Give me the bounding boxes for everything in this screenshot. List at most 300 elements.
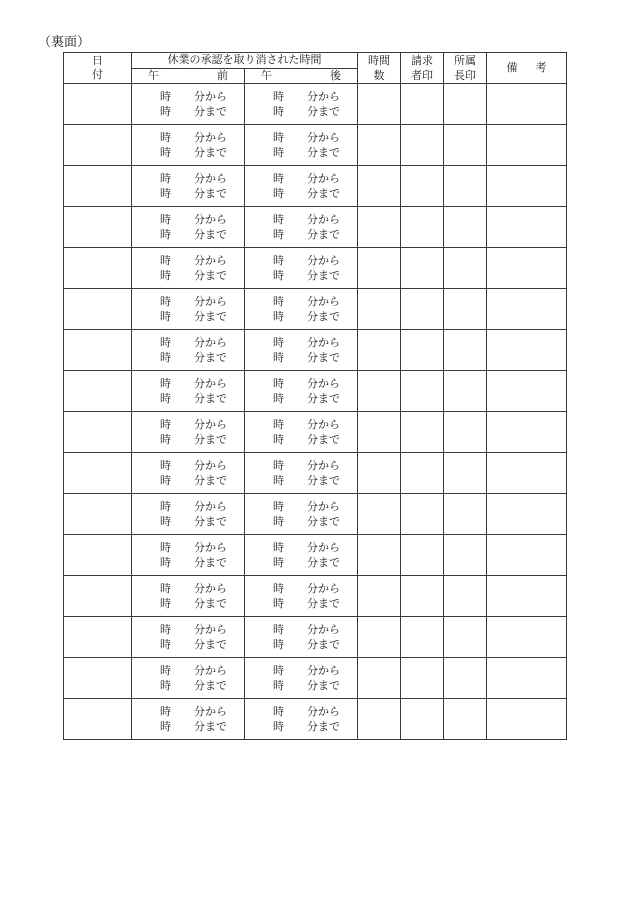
requester-seal-cell[interactable] — [401, 699, 444, 740]
date-cell[interactable] — [64, 125, 132, 166]
until-label: 分まで — [194, 269, 227, 282]
from-label: 分から — [307, 336, 340, 349]
from-label: 分から — [307, 377, 340, 390]
dept-head-seal-cell[interactable] — [444, 535, 487, 576]
until-label: 分まで — [194, 556, 227, 569]
am-time-cell[interactable] — [132, 412, 245, 453]
header-dept-head-seal — [444, 53, 487, 84]
am-time-cell[interactable] — [132, 494, 245, 535]
from-label: 分から — [194, 623, 227, 636]
from-label: 分から — [307, 295, 340, 308]
hour-label: 時 — [160, 597, 171, 610]
header-am — [132, 68, 245, 84]
hour-label: 時 — [160, 336, 171, 349]
hours-cell[interactable] — [358, 125, 401, 166]
pm-from-line — [273, 335, 357, 350]
until-label: 分まで — [307, 269, 340, 282]
header-requester-line1: 請求 — [411, 54, 433, 67]
pm-time-cell[interactable] — [245, 330, 358, 371]
remarks-cell[interactable] — [487, 412, 567, 453]
pm-from-line — [273, 458, 357, 473]
from-label: 分から — [307, 582, 340, 595]
remarks-cell[interactable] — [487, 494, 567, 535]
remarks-cell[interactable] — [487, 84, 567, 125]
remarks-cell[interactable] — [487, 617, 567, 658]
hour-label: 時 — [160, 705, 171, 718]
until-label: 分まで — [194, 146, 227, 159]
am-until-line — [160, 473, 244, 488]
remarks-cell[interactable] — [487, 453, 567, 494]
am-until-line — [160, 719, 244, 734]
requester-seal-cell[interactable] — [401, 494, 444, 535]
hours-cell[interactable] — [358, 535, 401, 576]
from-label: 分から — [307, 254, 340, 267]
table-row — [64, 617, 567, 658]
dept-head-seal-cell[interactable] — [444, 330, 487, 371]
pm-time-cell[interactable] — [245, 125, 358, 166]
pm-time-cell[interactable] — [245, 535, 358, 576]
date-cell[interactable] — [64, 207, 132, 248]
pm-until-line — [273, 350, 357, 365]
am-from-line — [160, 417, 244, 432]
until-label: 分まで — [194, 515, 227, 528]
from-label: 分から — [194, 377, 227, 390]
date-cell[interactable] — [64, 494, 132, 535]
dept-head-seal-cell[interactable] — [444, 248, 487, 289]
hour-label: 時 — [273, 459, 284, 472]
until-label: 分まで — [307, 720, 340, 733]
table-row — [64, 699, 567, 740]
hour-label: 時 — [273, 336, 284, 349]
until-label: 分まで — [194, 597, 227, 610]
hour-label: 時 — [273, 638, 284, 651]
dept-head-seal-cell[interactable] — [444, 166, 487, 207]
header-hours-line2: 数 — [373, 69, 385, 82]
hour-label: 時 — [160, 556, 171, 569]
pm-from-line — [273, 622, 357, 637]
hour-label: 時 — [160, 146, 171, 159]
requester-seal-cell[interactable] — [401, 412, 444, 453]
hour-label: 時 — [160, 623, 171, 636]
from-label: 分から — [307, 500, 340, 513]
header-hours — [358, 53, 401, 84]
pm-until-line — [273, 719, 357, 734]
header-dept-head-line2: 長印 — [454, 69, 476, 82]
hour-label: 時 — [273, 131, 284, 144]
table-row — [64, 84, 567, 125]
table-row — [64, 412, 567, 453]
hour-label: 時 — [160, 500, 171, 513]
am-from-line — [160, 212, 244, 227]
hour-label: 時 — [160, 269, 171, 282]
pm-time-cell[interactable] — [245, 494, 358, 535]
from-label: 分から — [194, 336, 227, 349]
pm-from-line — [273, 499, 357, 514]
remarks-cell[interactable] — [487, 248, 567, 289]
hour-label: 時 — [273, 664, 284, 677]
leave-cancellation-table — [63, 52, 567, 740]
from-label: 分から — [194, 459, 227, 472]
hour-label: 時 — [160, 664, 171, 677]
from-label: 分から — [307, 541, 340, 554]
hour-label: 時 — [273, 172, 284, 185]
until-label: 分まで — [307, 515, 340, 528]
from-label: 分から — [194, 295, 227, 308]
requester-seal-cell[interactable] — [401, 125, 444, 166]
pm-until-line — [273, 432, 357, 447]
remarks-cell[interactable] — [487, 166, 567, 207]
am-time-cell[interactable] — [132, 330, 245, 371]
from-label: 分から — [307, 213, 340, 226]
hours-cell[interactable] — [358, 371, 401, 412]
hour-label: 時 — [160, 172, 171, 185]
pm-until-line — [273, 555, 357, 570]
remarks-cell[interactable] — [487, 576, 567, 617]
until-label: 分まで — [307, 597, 340, 610]
hours-cell[interactable] — [358, 412, 401, 453]
hours-cell[interactable] — [358, 330, 401, 371]
hour-label: 時 — [273, 392, 284, 405]
pm-from-line — [273, 540, 357, 555]
date-cell[interactable] — [64, 248, 132, 289]
am-from-line — [160, 376, 244, 391]
am-from-line — [160, 499, 244, 514]
pm-until-line — [273, 186, 357, 201]
hour-label: 時 — [273, 582, 284, 595]
pm-until-line — [273, 227, 357, 242]
pm-until-line — [273, 596, 357, 611]
remarks-cell[interactable] — [487, 289, 567, 330]
dept-head-seal-cell[interactable] — [444, 371, 487, 412]
am-time-cell[interactable] — [132, 535, 245, 576]
from-label: 分から — [194, 131, 227, 144]
hour-label: 時 — [273, 556, 284, 569]
remarks-cell[interactable] — [487, 207, 567, 248]
am-until-line — [160, 268, 244, 283]
pm-from-line — [273, 376, 357, 391]
until-label: 分まで — [194, 679, 227, 692]
until-label: 分まで — [194, 105, 227, 118]
until-label: 分まで — [194, 720, 227, 733]
pm-time-cell[interactable] — [245, 207, 358, 248]
requester-seal-cell[interactable] — [401, 289, 444, 330]
am-from-line — [160, 171, 244, 186]
hour-label: 時 — [273, 269, 284, 282]
hour-label: 時 — [273, 418, 284, 431]
hours-cell[interactable] — [358, 166, 401, 207]
until-label: 分まで — [307, 105, 340, 118]
pm-time-cell[interactable] — [245, 617, 358, 658]
hours-cell[interactable] — [358, 658, 401, 699]
until-label: 分まで — [194, 228, 227, 241]
dept-head-seal-cell[interactable] — [444, 125, 487, 166]
pm-from-line — [273, 581, 357, 596]
table-row — [64, 125, 567, 166]
hour-label: 時 — [160, 377, 171, 390]
date-cell[interactable] — [64, 166, 132, 207]
until-label: 分まで — [194, 474, 227, 487]
pm-until-line — [273, 145, 357, 160]
hour-label: 時 — [160, 418, 171, 431]
hour-label: 時 — [160, 459, 171, 472]
am-time-cell[interactable] — [132, 658, 245, 699]
hours-cell[interactable] — [358, 617, 401, 658]
from-label: 分から — [194, 500, 227, 513]
pm-time-cell[interactable] — [245, 371, 358, 412]
from-label: 分から — [307, 664, 340, 677]
pm-time-cell[interactable] — [245, 699, 358, 740]
from-label: 分から — [194, 213, 227, 226]
dept-head-seal-cell[interactable] — [444, 658, 487, 699]
from-label: 分から — [307, 172, 340, 185]
hour-label: 時 — [273, 515, 284, 528]
date-cell[interactable] — [64, 84, 132, 125]
hour-label: 時 — [273, 433, 284, 446]
am-time-cell[interactable] — [132, 617, 245, 658]
requester-seal-cell[interactable] — [401, 84, 444, 125]
date-cell[interactable] — [64, 617, 132, 658]
hour-label: 時 — [160, 295, 171, 308]
hour-label: 時 — [160, 310, 171, 323]
requester-seal-cell[interactable] — [401, 658, 444, 699]
am-time-cell[interactable] — [132, 576, 245, 617]
date-cell[interactable] — [64, 453, 132, 494]
hour-label: 時 — [160, 433, 171, 446]
until-label: 分まで — [307, 556, 340, 569]
date-cell[interactable] — [64, 289, 132, 330]
requester-seal-cell[interactable] — [401, 617, 444, 658]
dept-head-seal-cell[interactable] — [444, 207, 487, 248]
table-row — [64, 494, 567, 535]
dept-head-seal-cell[interactable] — [444, 412, 487, 453]
table-row — [64, 330, 567, 371]
until-label: 分まで — [194, 187, 227, 200]
hour-label: 時 — [273, 705, 284, 718]
hour-label: 時 — [273, 228, 284, 241]
am-from-line — [160, 663, 244, 678]
am-time-cell[interactable] — [132, 166, 245, 207]
until-label: 分まで — [307, 187, 340, 200]
pm-until-line — [273, 514, 357, 529]
hours-cell[interactable] — [358, 84, 401, 125]
dept-head-seal-cell[interactable] — [444, 699, 487, 740]
from-label: 分から — [194, 582, 227, 595]
from-label: 分から — [194, 664, 227, 677]
pm-from-line — [273, 294, 357, 309]
pm-time-cell[interactable] — [245, 453, 358, 494]
pm-time-cell[interactable] — [245, 166, 358, 207]
am-until-line — [160, 432, 244, 447]
until-label: 分まで — [194, 433, 227, 446]
hour-label: 時 — [160, 515, 171, 528]
pm-time-cell[interactable] — [245, 248, 358, 289]
am-until-line — [160, 391, 244, 406]
header-pm-char1: 午 — [261, 68, 272, 82]
requester-seal-cell[interactable] — [401, 330, 444, 371]
until-label: 分まで — [307, 310, 340, 323]
requester-seal-cell[interactable] — [401, 535, 444, 576]
table-row — [64, 576, 567, 617]
am-time-cell[interactable] — [132, 453, 245, 494]
requester-seal-cell[interactable] — [401, 207, 444, 248]
date-cell[interactable] — [64, 658, 132, 699]
date-cell[interactable] — [64, 412, 132, 453]
page-side-label: （裏面） — [38, 35, 91, 50]
am-time-cell[interactable] — [132, 699, 245, 740]
requester-seal-cell[interactable] — [401, 371, 444, 412]
hour-label: 時 — [273, 105, 284, 118]
hour-label: 時 — [160, 254, 171, 267]
pm-from-line — [273, 130, 357, 145]
requester-seal-cell[interactable] — [401, 248, 444, 289]
dept-head-seal-cell[interactable] — [444, 617, 487, 658]
dept-head-seal-cell[interactable] — [444, 453, 487, 494]
date-cell[interactable] — [64, 535, 132, 576]
dept-head-seal-cell[interactable] — [444, 84, 487, 125]
am-from-line — [160, 704, 244, 719]
am-until-line — [160, 104, 244, 119]
hours-cell[interactable] — [358, 453, 401, 494]
hour-label: 時 — [273, 597, 284, 610]
am-until-line — [160, 350, 244, 365]
hour-label: 時 — [273, 213, 284, 226]
from-label: 分から — [194, 90, 227, 103]
pm-until-line — [273, 391, 357, 406]
date-cell[interactable] — [64, 576, 132, 617]
remarks-cell[interactable] — [487, 658, 567, 699]
am-until-line — [160, 186, 244, 201]
table-row — [64, 658, 567, 699]
until-label: 分まで — [307, 392, 340, 405]
hour-label: 時 — [160, 541, 171, 554]
table-row — [64, 289, 567, 330]
hour-label: 時 — [160, 474, 171, 487]
hours-cell[interactable] — [358, 289, 401, 330]
pm-time-cell[interactable] — [245, 412, 358, 453]
header-dept-head-line1: 所属 — [454, 54, 476, 67]
pm-from-line — [273, 212, 357, 227]
until-label: 分まで — [194, 351, 227, 364]
from-label: 分から — [194, 418, 227, 431]
am-from-line — [160, 540, 244, 555]
table-row — [64, 371, 567, 412]
header-requester-seal — [401, 53, 444, 84]
am-from-line — [160, 581, 244, 596]
hours-cell[interactable] — [358, 494, 401, 535]
hour-label: 時 — [273, 541, 284, 554]
am-time-cell[interactable] — [132, 207, 245, 248]
date-cell[interactable] — [64, 371, 132, 412]
am-until-line — [160, 227, 244, 242]
pm-time-cell[interactable] — [245, 658, 358, 699]
hour-label: 時 — [273, 351, 284, 364]
from-label: 分から — [307, 131, 340, 144]
am-time-cell[interactable] — [132, 371, 245, 412]
pm-time-cell[interactable] — [245, 289, 358, 330]
until-label: 分まで — [194, 392, 227, 405]
hour-label: 時 — [273, 623, 284, 636]
remarks-cell[interactable] — [487, 125, 567, 166]
pm-until-line — [273, 309, 357, 324]
hour-label: 時 — [273, 474, 284, 487]
header-am-char2: 前 — [217, 68, 228, 82]
header-am-char1: 午 — [148, 68, 159, 82]
pm-time-cell[interactable] — [245, 576, 358, 617]
from-label: 分から — [194, 172, 227, 185]
hour-label: 時 — [160, 582, 171, 595]
am-time-cell[interactable] — [132, 248, 245, 289]
hours-cell[interactable] — [358, 248, 401, 289]
pm-until-line — [273, 473, 357, 488]
hour-label: 時 — [160, 228, 171, 241]
hour-label: 時 — [273, 720, 284, 733]
hour-label: 時 — [160, 213, 171, 226]
hour-label: 時 — [160, 90, 171, 103]
remarks-cell[interactable] — [487, 535, 567, 576]
hour-label: 時 — [273, 90, 284, 103]
am-until-line — [160, 555, 244, 570]
hours-cell[interactable] — [358, 699, 401, 740]
am-from-line — [160, 294, 244, 309]
date-cell[interactable] — [64, 330, 132, 371]
am-time-cell[interactable] — [132, 125, 245, 166]
hour-label: 時 — [273, 295, 284, 308]
hour-label: 時 — [160, 131, 171, 144]
hour-label: 時 — [160, 351, 171, 364]
pm-from-line — [273, 171, 357, 186]
dept-head-seal-cell[interactable] — [444, 494, 487, 535]
dept-head-seal-cell[interactable] — [444, 576, 487, 617]
date-cell[interactable] — [64, 699, 132, 740]
remarks-cell[interactable] — [487, 330, 567, 371]
header-pm-char2: 後 — [330, 68, 341, 82]
table-row — [64, 535, 567, 576]
am-until-line — [160, 637, 244, 652]
am-time-cell[interactable] — [132, 84, 245, 125]
hours-cell[interactable] — [358, 207, 401, 248]
from-label: 分から — [194, 705, 227, 718]
header-requester-line2: 者印 — [411, 69, 433, 82]
from-label: 分から — [307, 459, 340, 472]
until-label: 分まで — [194, 638, 227, 651]
am-from-line — [160, 622, 244, 637]
am-until-line — [160, 514, 244, 529]
hour-label: 時 — [273, 187, 284, 200]
requester-seal-cell[interactable] — [401, 453, 444, 494]
requester-seal-cell[interactable] — [401, 576, 444, 617]
header-date: 日付 — [64, 53, 132, 84]
pm-from-line — [273, 253, 357, 268]
am-time-cell[interactable] — [132, 289, 245, 330]
hour-label: 時 — [160, 187, 171, 200]
am-from-line — [160, 335, 244, 350]
am-from-line — [160, 253, 244, 268]
remarks-cell[interactable] — [487, 371, 567, 412]
am-until-line — [160, 309, 244, 324]
dept-head-seal-cell[interactable] — [444, 289, 487, 330]
from-label: 分から — [307, 418, 340, 431]
hours-cell[interactable] — [358, 576, 401, 617]
remarks-cell[interactable] — [487, 699, 567, 740]
am-until-line — [160, 678, 244, 693]
hour-label: 時 — [273, 679, 284, 692]
pm-until-line — [273, 104, 357, 119]
pm-time-cell[interactable] — [245, 84, 358, 125]
requester-seal-cell[interactable] — [401, 166, 444, 207]
header-remarks: 備考 — [487, 53, 567, 84]
table-row — [64, 207, 567, 248]
until-label: 分まで — [307, 351, 340, 364]
